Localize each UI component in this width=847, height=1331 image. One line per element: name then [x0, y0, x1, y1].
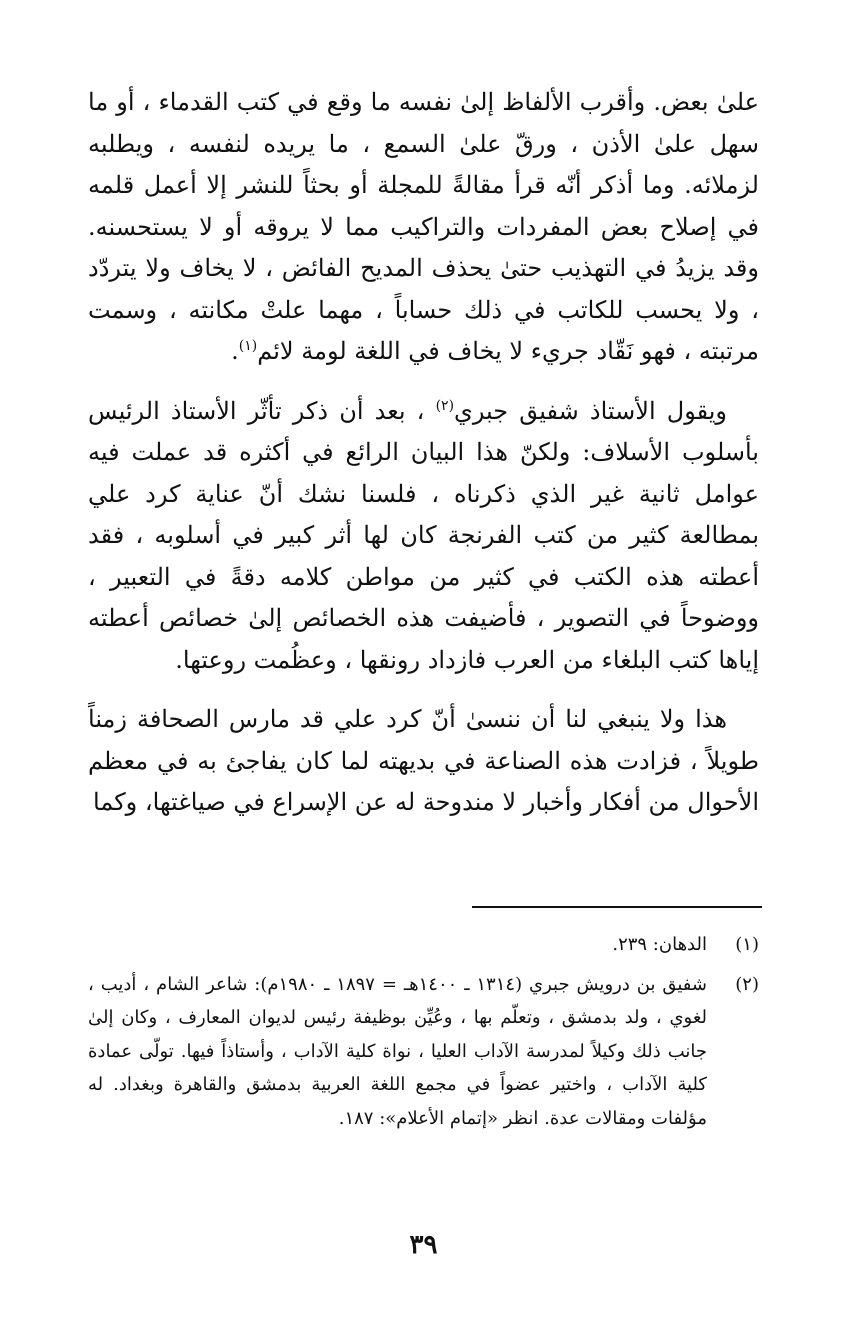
footnote-2-number: (٢) [735, 973, 759, 995]
paragraph-2-text-after: ، بعد أن ذكر تأثّر الأستاذ الرئيس بأسلوب الأسلاف: ولكنّ هذا البيان الرائع في أكثره قد عملت فيه عوامل ثانية غير الذي ذكرناه ، فلسنا نشك أنّ عناية كرد علي بمطالعة كثير من كتب الفرنجة كان لها أثر كبير في أسلوبه ، فقد أعطته هذه الكتب في كثير من مواطن كلامه دقةً في التعبير ، ووضوحاً في التصوير ، فأضيفت هذه الخصائص إلىٰ خصائص أعطته إياها كتب البلغاء من العرب فازداد رونقها ، وعظُمت روعتها. [88, 396, 759, 674]
footnote-ref-1: (١) [238, 338, 258, 354]
footnotes [88, 928, 759, 1141]
paragraph-1 [88, 82, 759, 373]
paragraph-3 [88, 699, 759, 824]
footnote-1-text: الدهان: ٢٣٩. [612, 934, 707, 955]
footnote-ref-2: (٢) [435, 397, 455, 414]
paragraph-3-text: هذا ولا ينبغي لنا أن ننسىٰ أنّ كرد علي قد مارس الصحافة زمناً طويلاً ، فزادت هذه الصناعة في بديهته لما كان يفاجئ به في معظم الأحوال من أفكار وأخبار لا مندوحة له عن الإسراع في صياغتها، وكما [88, 705, 759, 816]
footnote-2-text: شفيق بن درويش جبري (١٣١٤ ـ ١٤٠٠هـ = ١٨٩٧ ـ ١٩٨٠م): شاعر الشام ، أديب ، لغوي ، ولد بدمشق ، وتعلّم بها ، وعُيِّن بوظيفة رئيس لديوان المعارف ، وكان إلىٰ جانب ذلك وكيلاً لمدرسة الآداب العليا ، نواة كلية الآداب ، وأستاذاً فيها. تولّى عمادة كلية الآداب ، واختير عضواً في مجمع اللغة العربية بدمشق والقاهرة وبغداد. له مؤلفات ومقالات عدة. انظر «إتمام الأعلام»: ١٨٧. [88, 973, 707, 1129]
footnote-2 [88, 968, 759, 1136]
footnote-1 [88, 928, 759, 962]
main-text [88, 82, 759, 824]
footnote-separator [472, 906, 762, 908]
footnote-1-number: (١) [735, 934, 759, 955]
page-number: ٣٩ [409, 1230, 438, 1260]
paragraph-1-text: علىٰ بعض. وأقرب الألفاظ إلىٰ نفسه ما وقع في كتب القدماء ، أو ما سهل علىٰ الأذن ، ورقّ علىٰ السمع ، ما يريده لنفسه ، ويطلبه لزملائه. وما أذكر أنّه قرأ مقالةً للمجلة أو بحثاً للنشر إلا أعمل قلمه في إصلاح بعض المفردات والتراكيب مما لا يروقه أو لا يستحسنه. وقد يزيدُ في التهذيب حتىٰ يحذف المديح الفائض ، لا يخاف ولا يتردّد ، ولا يحسب للكاتب في ذلك حساباً ، مهما علتْ مكانته ، وسمت مرتبته ، فهو نَقّاد جريء لا يخاف في اللغة لومة لائم [88, 88, 759, 365]
paragraph-1-tail: . [231, 337, 239, 365]
paragraph-2 [88, 391, 759, 682]
paragraph-2-text-before: ويقول الأستاذ شفيق جبري [454, 396, 727, 425]
